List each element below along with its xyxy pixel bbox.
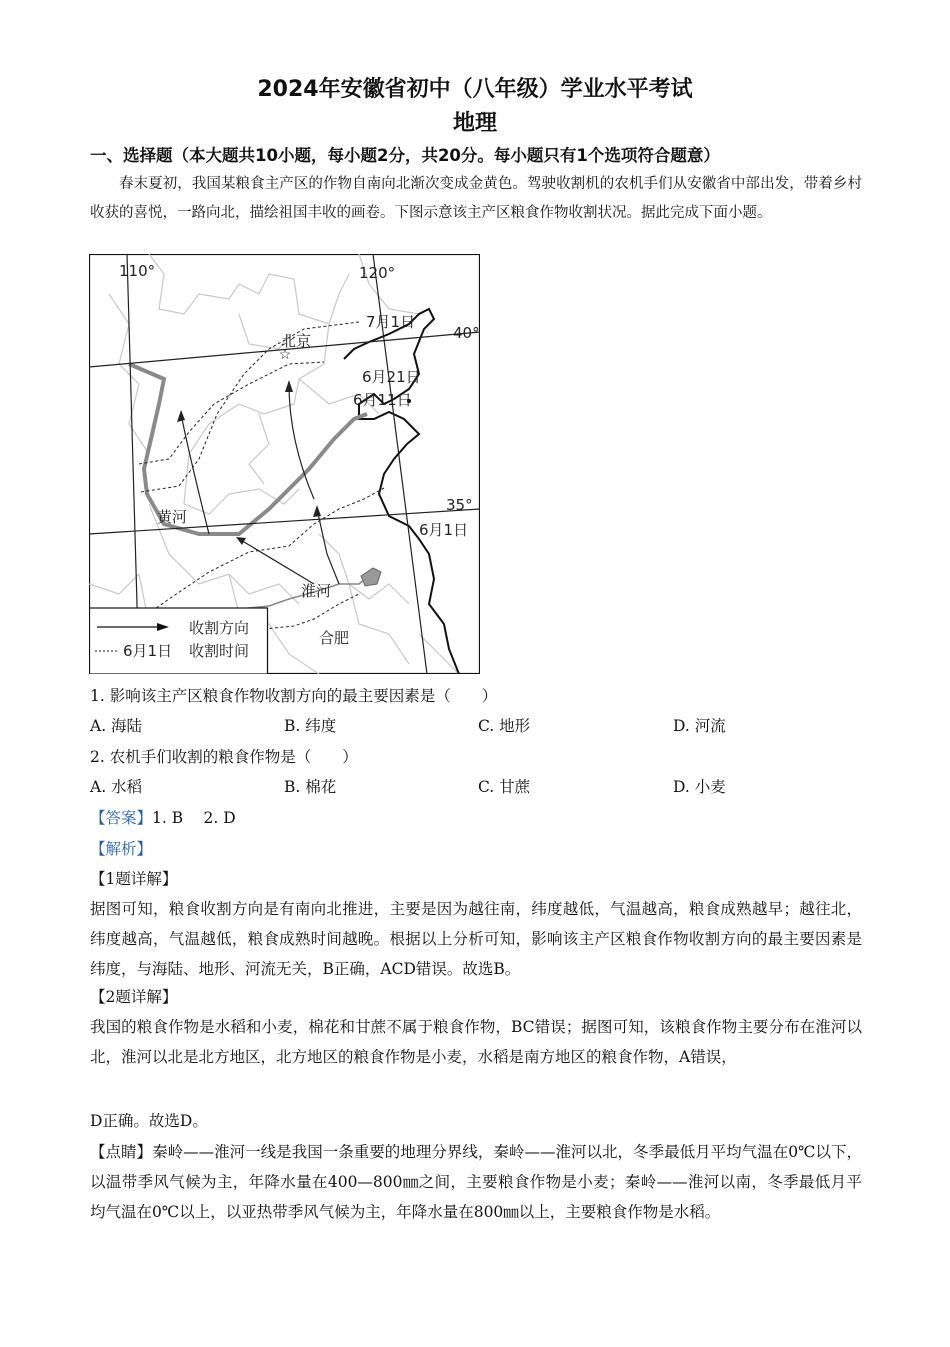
label-jun21: 6月21日: [362, 368, 421, 386]
label-huai-river: 淮河: [301, 582, 332, 600]
q1-detail-header: 【1题详解】: [90, 870, 178, 888]
q2-option-c[interactable]: C. 甘蔗: [478, 778, 531, 796]
q2-detail-text-cont: D正确。故选D。: [90, 1112, 208, 1130]
label-lat-35: 35°: [446, 496, 473, 514]
q2-detail-header: 【2题详解】: [90, 988, 178, 1006]
q1-option-c[interactable]: C. 地形: [478, 717, 531, 735]
legend-time: 收割时间: [189, 642, 250, 660]
legend-direction: 收割方向: [189, 619, 250, 637]
q1-detail-text: 据图可知，粮食收割方向是有南向北推进，主要是因为越往南，纬度越低，气温越高，粮食成熟越早；越往北，纬度越高，气温越低，粮食成熟时间越晚。根据以上分析可知，影响该主产区粮食作物收割方向的最主要因素是纬度，与海陆、地形、河流无关，B正确，ACD错误。故选B。: [90, 900, 862, 978]
label-lon-110: 110°: [119, 262, 156, 280]
label-lat-40: 40°: [453, 324, 480, 342]
question-1-stem: 1. 影响该主产区粮食作物收割方向的最主要因素是（ ）: [90, 687, 498, 705]
q2-option-a[interactable]: A. 水稻: [90, 778, 143, 796]
label-yellow-river: 黄河: [157, 508, 188, 526]
answer-line: [90, 806, 236, 830]
tip-paragraph: 【点睛】秦岭——淮河一线是我国一条重要的地理分界线，秦岭——淮河以北，冬季最低月平均气温在0℃以下，以温带季风气候为主，年降水量在400—800㎜之间，主要粮食作物是小麦；秦岭——淮河以南，冬季最低月平均气温在0℃以上，以亚热带季风气候为主，年降水量在800㎜以上，主要粮食作物是水稻。: [90, 1143, 862, 1221]
label-beijing: 北京: [281, 332, 312, 350]
q1-option-d[interactable]: D. 河流: [673, 717, 726, 735]
q2-detail-text: 我国的粮食作物是水稻和小麦，棉花和甘蔗不属于粮食作物，BC错误；据图可知，该粮食作物主要分布在淮河以北，淮河以北是北方地区，北方地区的粮食作物是小麦，水稻是南方地区的粮食作物，A错误，: [90, 1018, 862, 1066]
section-heading: 一、选择题（本大题共10小题，每小题2分，共20分。每小题只有1个选项符合题意）: [90, 146, 720, 165]
label-hefei: 合肥: [319, 629, 350, 647]
harvest-map: [89, 254, 480, 674]
beijing-star-icon: ☆: [278, 347, 292, 363]
question-intro: 春末夏初，我国某粮食主产区的作物自南向北渐次变成金黄色。驾驶收割机的农机手们从安徽省中部出发，带着乡村收获的喜悦，一路向北，描绘祖国丰收的画卷。下图示意该主产区粮食作物收割状况。据此完成下面小题。: [90, 176, 862, 221]
answer-label: 【答案】: [90, 809, 153, 827]
q2-option-d[interactable]: D. 小麦: [673, 778, 726, 796]
label-jul1: 7月1日: [366, 313, 416, 331]
q1-option-b[interactable]: B. 纬度: [284, 717, 337, 735]
map-legend: [90, 608, 268, 674]
subject-title: 地理: [452, 111, 497, 136]
legend-date: 6月1日: [123, 642, 173, 660]
q2-option-b[interactable]: B. 棉花: [284, 778, 337, 796]
exam-title: 2024年安徽省初中（八年级）学业水平考试: [257, 77, 693, 102]
label-lon-120: 120°: [359, 264, 396, 282]
analysis-label: 【解析】: [90, 840, 153, 858]
question-2-stem: 2. 农机手们收割的粮食作物是（ ）: [90, 748, 358, 766]
label-jun1: 6月1日: [419, 521, 469, 539]
label-jun11: 6月11日: [353, 391, 412, 409]
answer-text: 1. B 2. D: [152, 809, 236, 827]
q1-option-a[interactable]: A. 海陆: [90, 717, 143, 735]
